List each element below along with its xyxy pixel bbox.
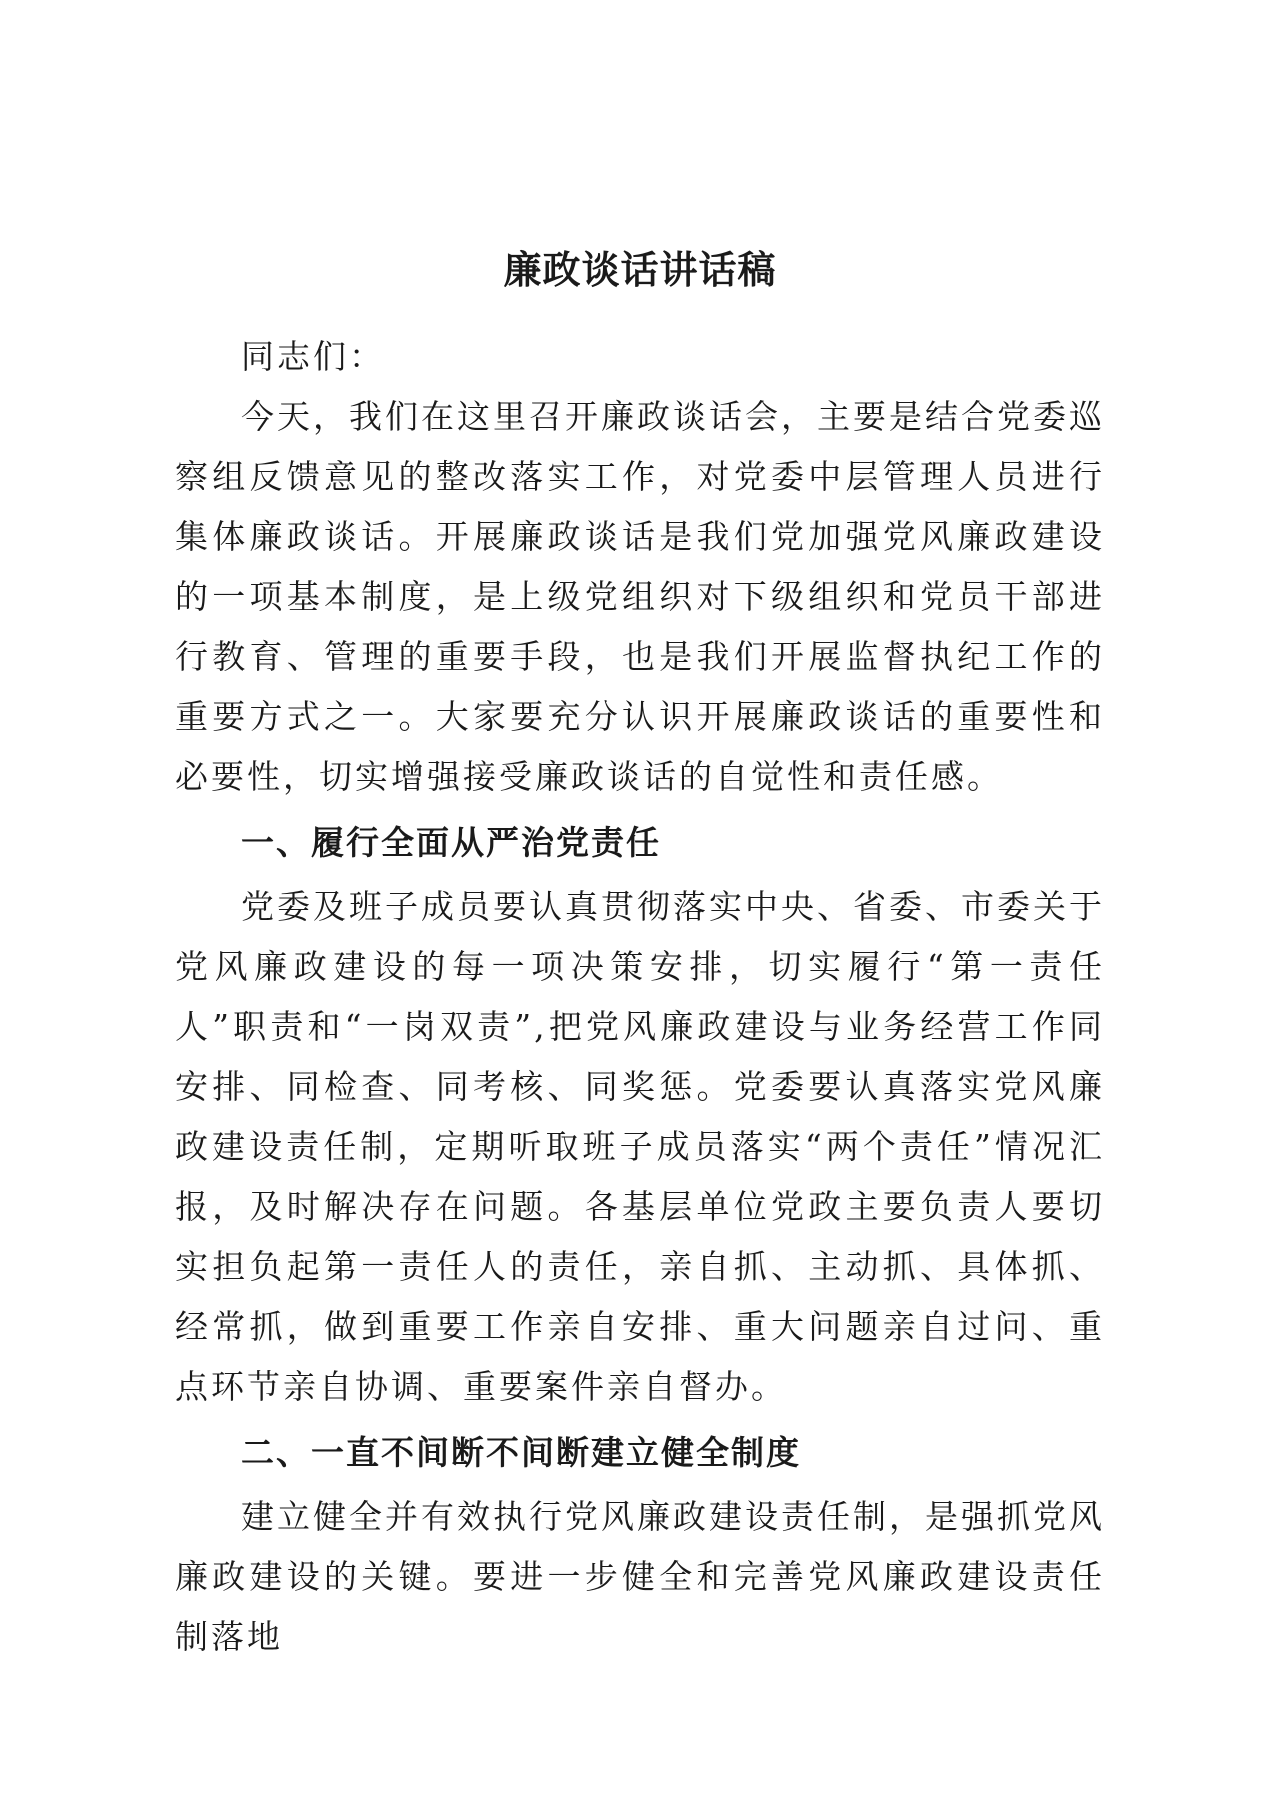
- section-heading-1: 一、履行全面从严治党责任: [241, 823, 661, 862]
- document-title: 廉政谈话讲话稿: [503, 247, 777, 292]
- document-body: [175, 327, 1105, 1667]
- greeting-line: 同志们：: [241, 337, 385, 376]
- intro-paragraph: 今天，我们在这里召开廉政谈话会，主要是结合党委巡察组反馈意见的整改落实工作，对党委中层管理人员进行集体廉政谈话。开展廉政谈话是我们党加强党风廉政建设的一项基本制度，是上级党组织对下级组织和党员干部进行教育、管理的重要手段，也是我们开展监督执纪工作的重要方式之一。大家要充分认识开展廉政谈话的重要性和必要性，切实增强接受廉政谈话的自觉性和责任感。: [175, 397, 1105, 796]
- section-2-paragraph: 建立健全并有效执行党风廉政建设责任制，是强抓党风廉政建设的关键。要进一步健全和完善党风廉政建设责任制落地: [175, 1497, 1105, 1656]
- section-heading-2: 二、一直不间断不间断建立健全制度: [241, 1433, 801, 1472]
- section-1-paragraph: 党委及班子成员要认真贯彻落实中央、省委、市委关于党风廉政建设的每一项决策安排，切实履行“第一责任人”职责和“一岗双责”,把党风廉政建设与业务经营工作同安排、同检查、同考核、同奖惩。党委要认真落实党风廉政建设责任制，定期听取班子成员落实“两个责任”情况汇报，及时解决存在问题。各基层单位党政主要负责人要切实担负起第一责任人的责任，亲自抓、主动抓、具体抓、经常抓，做到重要工作亲自安排、重大问题亲自过问、重点环节亲自协调、重要案件亲自督办。: [175, 887, 1105, 1406]
